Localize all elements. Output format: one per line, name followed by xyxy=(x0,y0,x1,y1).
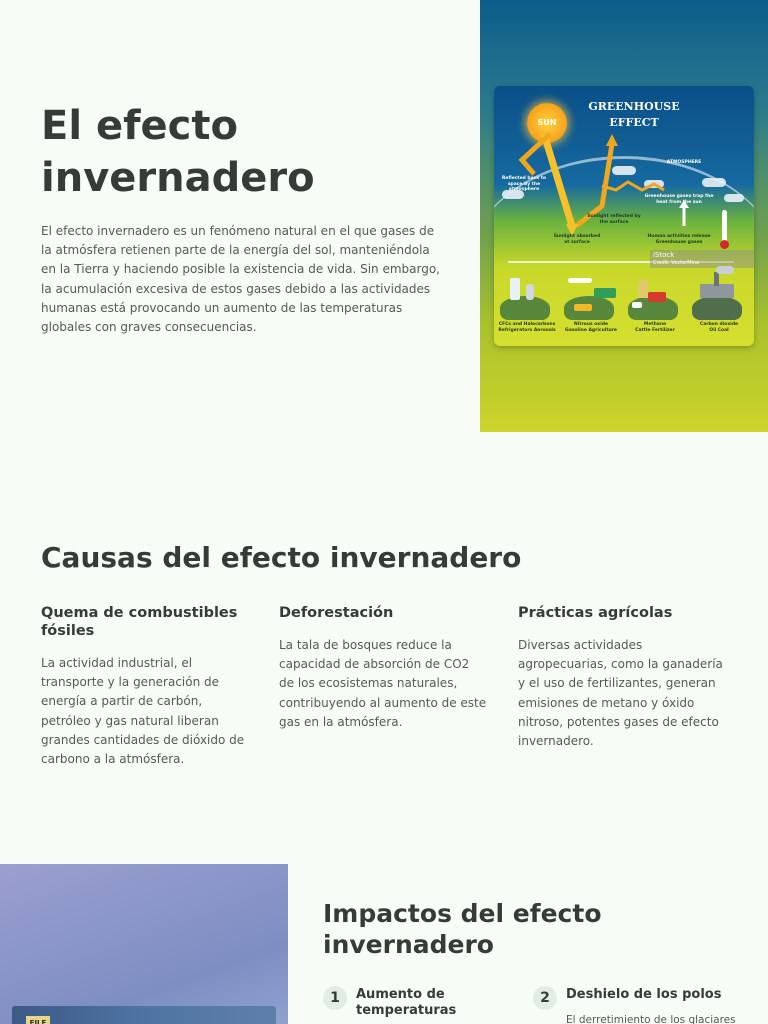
file-label: FILE xyxy=(26,1016,50,1024)
scene-industry xyxy=(692,296,742,320)
cause-text: La tala de bosques reduce la capacidad de absorción de CO2 de los ecosistemas naturales, contribuyendo al aumento de este gas en la atmósfera. xyxy=(279,638,487,729)
arrow-head-icon xyxy=(606,134,618,146)
cause-title: Quema de combustibles fósiles xyxy=(41,605,238,639)
smoke-icon xyxy=(716,266,734,274)
cause-text: La actividad industrial, el transporte y la generación de energía a partir de carbón, petróleo y gas natural liberan grandes cantidades de dióxido de carbono a la atmósfera. xyxy=(41,656,245,767)
cause-text: Diversas actividades agropecuarias, como la ganadería y el uso de fertilizantes, generan emisiones de metano y óxido nitroso, potentes gases de efecto invernadero. xyxy=(518,638,723,749)
infographic-title-line1: GREENHOUSE xyxy=(588,100,680,113)
label-human: Human activities release Greenhouse gases xyxy=(647,234,711,245)
watermark-text: iStock xyxy=(653,251,675,259)
atmosphere-label: ATMOSPHERE xyxy=(666,160,702,165)
hero-section xyxy=(0,0,768,432)
cow-icon xyxy=(632,302,642,308)
cause-title: Prácticas agrícolas xyxy=(518,605,673,621)
tractor-icon xyxy=(648,292,666,302)
sun-icon: SUN xyxy=(527,103,567,143)
source-label: Carbon dioxide xyxy=(699,322,739,327)
label-absorbed: Sunlight absorbed at surface xyxy=(553,234,601,245)
source-nitrous xyxy=(560,322,622,333)
infographic-title-line2: EFFECT xyxy=(609,116,659,129)
source-co2 xyxy=(688,322,750,333)
impact-title: Aumento de temperaturas xyxy=(356,987,457,1018)
source-label: CFCs and Halocarbons xyxy=(498,322,556,327)
source-methane xyxy=(624,322,686,333)
thermometer-icon xyxy=(722,210,727,244)
cause-card xyxy=(518,604,726,751)
label-reflected-surface: Sunlight reflected by the surface xyxy=(587,214,641,225)
silo-icon xyxy=(638,280,648,298)
source-label: Nitrous oxide xyxy=(573,322,609,327)
impact-number-badge: 1 xyxy=(323,986,347,1010)
watermark xyxy=(650,250,754,268)
chimney-icon xyxy=(714,272,719,286)
impact-text: El derretimiento de los glaciares xyxy=(566,1014,736,1024)
cause-card xyxy=(279,604,487,732)
cause-title: Deforestación xyxy=(279,605,394,621)
impact-title: Deshielo de los polos xyxy=(566,987,722,1002)
car-icon xyxy=(574,304,592,311)
truck-icon xyxy=(594,288,616,298)
scene-refrigerators xyxy=(500,296,550,320)
factory-icon xyxy=(700,284,734,298)
watermark-credit: Credit: VectorMine xyxy=(653,260,700,266)
impacts-title: Impactos del efecto invernadero xyxy=(323,899,602,959)
airplane-icon xyxy=(568,278,592,283)
label-reflected-space: Reflected back to space by the atmosphere xyxy=(501,176,547,192)
thermometer-bulb xyxy=(720,240,729,249)
page-title: El efecto invernadero xyxy=(41,103,315,201)
impact-number-badge: 2 xyxy=(533,986,557,1010)
source-sub: Cattle Fertilizer xyxy=(635,327,675,333)
label-trap: Greenhouse gases trap the heat from the sun xyxy=(644,194,714,205)
refrigerator-icon xyxy=(510,278,520,300)
screen-graphic xyxy=(12,1006,276,1024)
cause-card xyxy=(41,604,249,769)
source-sub: Gasoline Agriculture xyxy=(565,327,617,333)
source-sub: Oil Coal xyxy=(709,327,729,333)
aerosol-icon xyxy=(526,284,534,300)
impacts-image xyxy=(0,864,288,1024)
causes-title: Causas del efecto invernadero xyxy=(41,541,522,574)
source-cfcs xyxy=(496,322,558,333)
greenhouse-effect-image xyxy=(494,86,754,346)
hero-description: El efecto invernadero es un fenómeno natural en el que gases de la atmósfera retienen parte de la energía del sol, manteniéndola en la Tierra y haciendo posible la existencia de vida. Sin embargo, la acumulación excesiva de estos gases debido a las actividades humanas está provocando un aumento de las temperaturas globales con graves consecuencias. xyxy=(41,224,440,335)
source-sub: Refrigerators Aerosols xyxy=(498,327,556,333)
source-label: Methane xyxy=(643,322,667,327)
